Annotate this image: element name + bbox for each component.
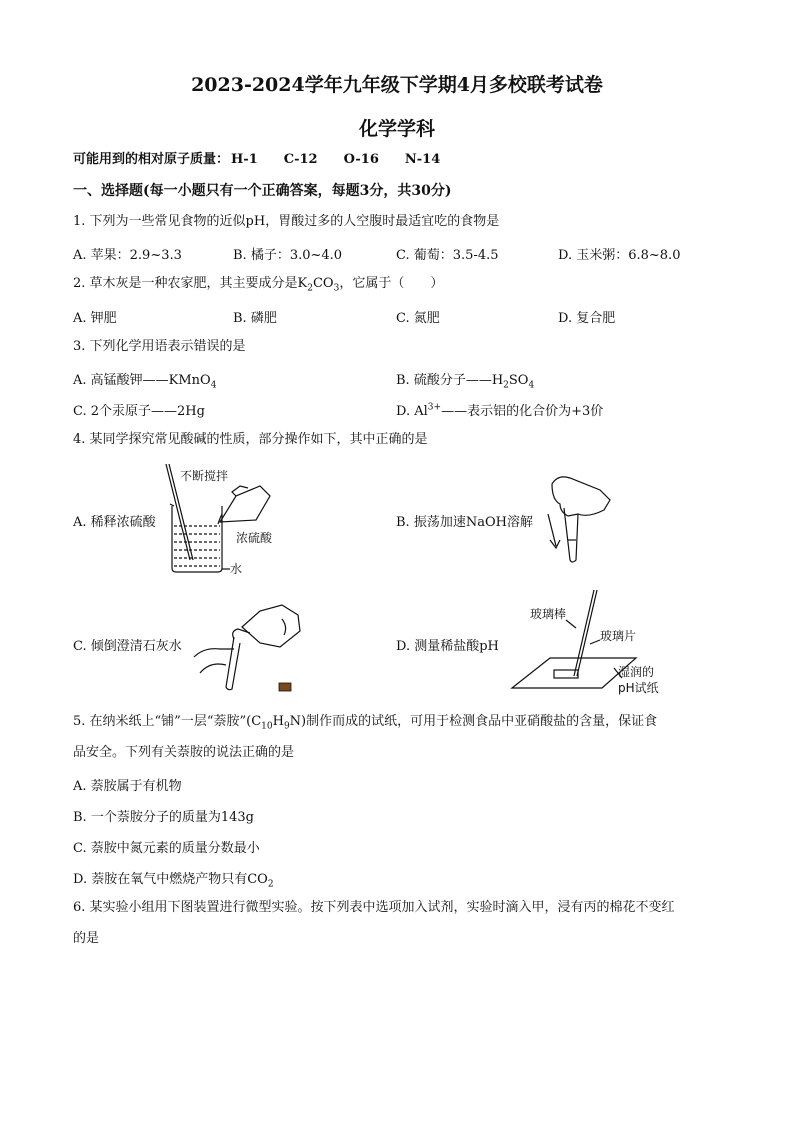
q5-subscript: 10 xyxy=(261,721,273,732)
q3-option-d[interactable] xyxy=(396,400,603,419)
q2-option-b[interactable]: B. 磷肥 xyxy=(233,311,277,326)
q3-superscript: 3+ xyxy=(427,402,442,413)
question-5-stem xyxy=(73,713,657,736)
label-glass-rod: 玻璃棒 xyxy=(530,607,567,621)
q3-option-a[interactable] xyxy=(73,369,216,391)
atomic-mass-item: N-14 xyxy=(404,152,441,167)
atomic-mass-item: H-1 xyxy=(231,152,258,167)
q2-stem-text: ，它属于（ ） xyxy=(339,276,444,291)
question-6-stem: 6. 某实验小组用下图装置进行微型实验。按下列表中选项加入试剂，实验时滴入甲，浸有丙的棉花不变红 xyxy=(73,900,675,915)
question-2-stem xyxy=(73,275,443,298)
q5-stem-text: H xyxy=(272,714,284,729)
exam-subject: 化学学科 xyxy=(358,118,435,140)
q3-option-b[interactable] xyxy=(396,369,534,391)
q5-option-a[interactable]: A. 萘胺属于有机物 xyxy=(73,779,182,794)
q2-option-a[interactable]: A. 钾肥 xyxy=(73,311,117,326)
question-4-stem: 4. 某同学探究常见酸碱的性质，部分操作如下，其中正确的是 xyxy=(73,432,428,447)
pouring-illustration xyxy=(194,605,300,690)
q2-stem-text: CO xyxy=(312,276,334,291)
q2-stem-text: 2. 草木灰是一种农家肥，其主要成分是K xyxy=(73,276,308,291)
q3-option-c[interactable]: C. 2个汞原子——2Hg xyxy=(73,404,205,419)
q3-subscript: 2 xyxy=(503,380,509,391)
section-heading: 一、选择题(每一小题只有一个正确答案，每题3分，共30分) xyxy=(73,183,452,199)
q5-stem-text: 5. 在纳米纸上“铺”一层“萘胺”(C xyxy=(73,714,262,729)
exam-title: 2023-2024学年九年级下学期4月多校联考试卷 xyxy=(191,74,603,96)
q5-option-d-text: D. 萘胺在氧气中燃烧产物只有CO xyxy=(73,872,268,887)
label-ph-paper: pH试纸 xyxy=(618,681,659,695)
q5-subscript: 2 xyxy=(267,879,274,890)
label-water: 水 xyxy=(230,562,243,576)
q2-option-d[interactable]: D. 复合肥 xyxy=(558,311,616,326)
q2-subscript: 2 xyxy=(307,283,313,294)
q3-option-a-text: A. 高锰酸钾——KMnO xyxy=(73,373,211,388)
q5-option-c[interactable]: C. 萘胺中氮元素的质量分数最小 xyxy=(73,841,260,856)
q4-option-c[interactable]: C. 倾倒澄清石灰水 xyxy=(73,639,182,654)
question-6-stem-line2: 的是 xyxy=(73,931,100,946)
atomic-masses xyxy=(73,151,466,169)
figure-pour-limewater xyxy=(190,603,305,693)
q4-option-d[interactable]: D. 测量稀盐酸pH xyxy=(396,639,499,654)
q2-subscript: 3 xyxy=(333,283,340,294)
q3-option-d-text: ——表示铝的化合价为+3价 xyxy=(441,404,604,419)
hand-and-tube xyxy=(548,477,610,562)
atomic-masses-label: 可能用到的相对原子质量： xyxy=(73,152,230,167)
q4-option-b[interactable]: B. 振荡加速NaOH溶解 xyxy=(396,515,533,530)
q1-option-b[interactable]: B. 橘子：3.0~4.0 xyxy=(233,248,343,263)
label-glass-plate: 玻璃片 xyxy=(600,629,637,643)
q3-option-b-text: B. 硫酸分子——H xyxy=(396,373,504,388)
q4-option-a[interactable]: A. 稀释浓硫酸 xyxy=(73,515,156,530)
question-3-stem: 3. 下列化学用语表示错误的是 xyxy=(73,339,246,354)
q1-option-c[interactable]: C. 葡萄：3.5-4.5 xyxy=(396,248,499,263)
figure-shake-tube xyxy=(538,470,618,565)
label-wet: 湿润的 xyxy=(618,665,655,679)
atomic-mass-item: O-16 xyxy=(343,152,379,167)
q3-option-b-text: SO xyxy=(508,373,529,388)
q5-stem-text: N)制作而成的试纸，可用于检测食品中亚硝酸盐的含量，保证食 xyxy=(289,714,658,729)
label-stir: 不断搅拌 xyxy=(180,469,229,483)
q3-option-d-text: D. Al xyxy=(396,404,428,419)
question-5-stem-line2: 品安全。下列有关萘胺的说法正确的是 xyxy=(73,745,295,760)
q5-option-b[interactable]: B. 一个萘胺分子的质量为143g xyxy=(73,810,254,825)
q2-option-c[interactable]: C. 氮肥 xyxy=(396,311,440,326)
figure-dilute-acid xyxy=(160,462,285,580)
q3-subscript: 4 xyxy=(528,380,535,391)
q5-option-d[interactable] xyxy=(73,868,274,890)
question-1-stem: 1. 下列为一些常见食物的近似pH，胃酸过多的人空腹时最适宜吃的食物是 xyxy=(73,214,500,229)
figure-measure-ph xyxy=(506,588,676,696)
q1-option-a[interactable]: A. 苹果：2.9~3.3 xyxy=(73,248,182,263)
atomic-mass-item: C-12 xyxy=(283,152,318,167)
q1-option-d[interactable]: D. 玉米粥：6.8~8.0 xyxy=(558,248,681,263)
q3-subscript: 4 xyxy=(210,380,217,391)
stopper xyxy=(279,683,291,691)
q5-subscript: 9 xyxy=(283,721,290,732)
label-conc-acid: 浓硫酸 xyxy=(236,531,273,545)
